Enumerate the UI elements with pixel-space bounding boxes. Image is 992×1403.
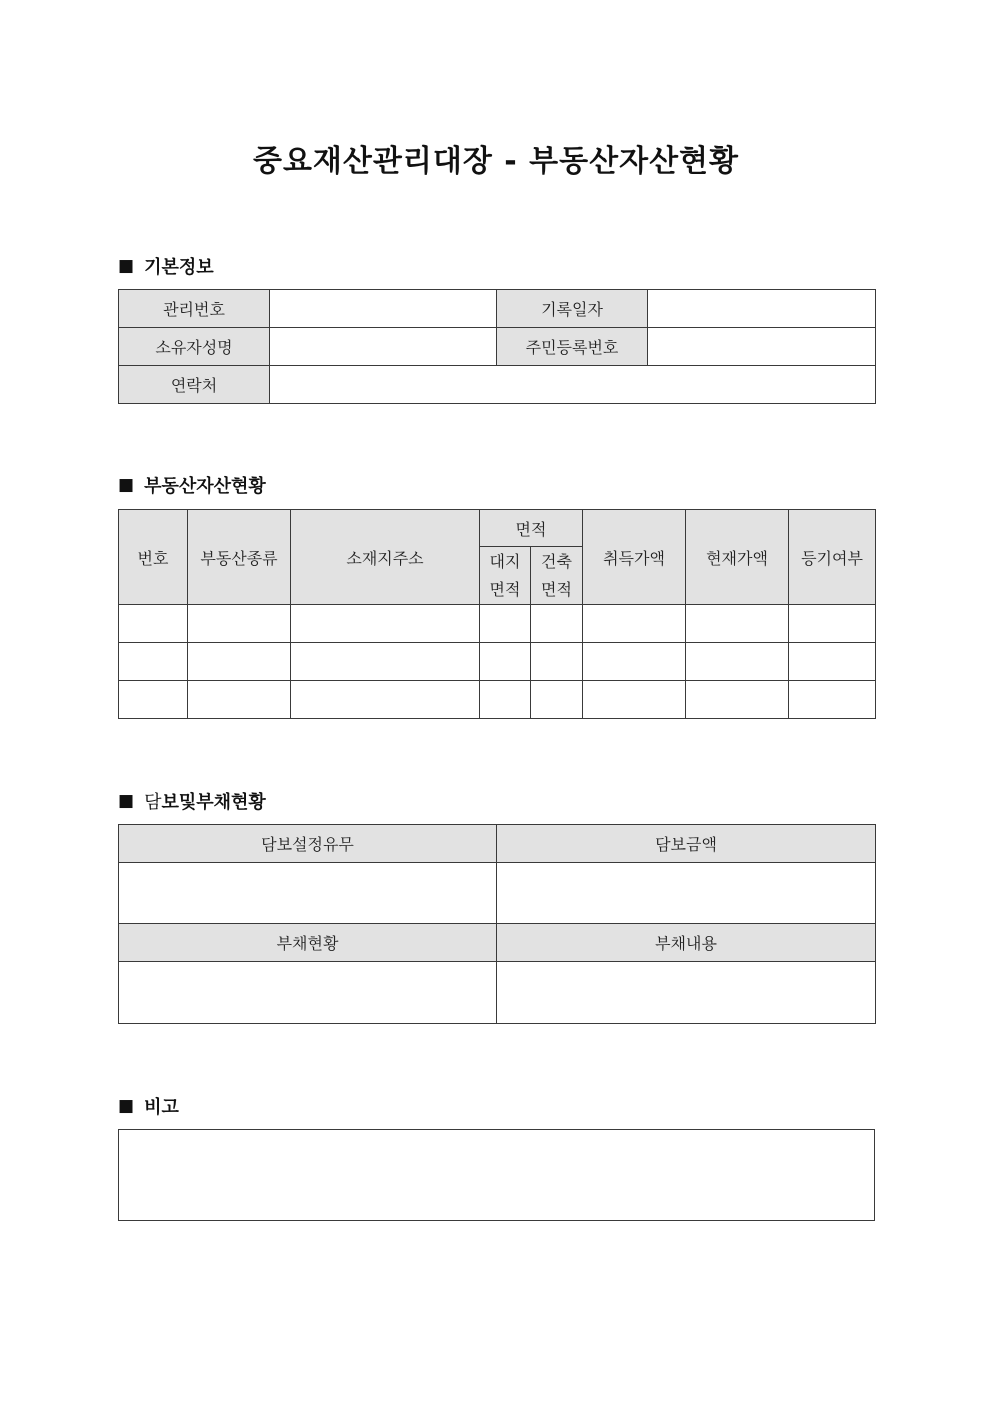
cell-cur-price[interactable] bbox=[686, 605, 789, 643]
cell-no[interactable] bbox=[119, 605, 188, 643]
header-registered: 등기여부 bbox=[789, 510, 876, 605]
cell-acq-price[interactable] bbox=[583, 605, 686, 643]
section-title-realestate: 부동산자산현황 bbox=[144, 476, 266, 497]
cell-land-area[interactable] bbox=[480, 605, 531, 643]
header-area: 면적 bbox=[480, 510, 583, 547]
cell-address[interactable] bbox=[291, 643, 480, 681]
field-debt-status[interactable] bbox=[119, 962, 497, 1024]
cell-cur-price[interactable] bbox=[686, 681, 789, 719]
page-title: 중요재산관리대장 - 부동산자산현황 bbox=[252, 144, 740, 179]
label-contact: 연락처 bbox=[119, 366, 270, 404]
square-bullet-icon: ■ bbox=[118, 256, 135, 276]
cell-acq-price[interactable] bbox=[583, 681, 686, 719]
header-land-area-line2: 면적 bbox=[489, 579, 521, 599]
section-heading-collateral bbox=[118, 788, 266, 814]
field-resident-no[interactable] bbox=[648, 328, 876, 366]
header-land-area bbox=[480, 547, 531, 605]
header-debt-status: 부채현황 bbox=[119, 924, 497, 962]
field-owner-name[interactable] bbox=[270, 328, 497, 366]
header-acq-price: 취득가액 bbox=[583, 510, 686, 605]
header-no: 번호 bbox=[119, 510, 188, 605]
cell-bldg-area[interactable] bbox=[531, 681, 583, 719]
cell-land-area[interactable] bbox=[480, 643, 531, 681]
header-debt-detail: 부채내용 bbox=[497, 924, 876, 962]
field-collateral-set[interactable] bbox=[119, 863, 497, 924]
cell-registered[interactable] bbox=[789, 605, 876, 643]
header-collateral-amount: 담보금액 bbox=[497, 825, 876, 863]
cell-cur-price[interactable] bbox=[686, 643, 789, 681]
label-record-date: 기록일자 bbox=[497, 290, 648, 328]
cell-no[interactable] bbox=[119, 643, 188, 681]
section-heading-remarks bbox=[118, 1093, 179, 1119]
header-cur-price: 현재가액 bbox=[686, 510, 789, 605]
square-bullet-icon: ■ bbox=[118, 1096, 135, 1116]
section-title-remarks: 비고 bbox=[144, 1097, 179, 1118]
label-mgmt-no: 관리번호 bbox=[119, 290, 270, 328]
cell-bldg-area[interactable] bbox=[531, 605, 583, 643]
cell-type[interactable] bbox=[188, 643, 291, 681]
header-address: 소재지주소 bbox=[291, 510, 480, 605]
label-owner-name: 소유자성명 bbox=[119, 328, 270, 366]
cell-land-area[interactable] bbox=[480, 681, 531, 719]
table-row bbox=[119, 605, 876, 643]
header-land-area-line1: 대지 bbox=[489, 551, 521, 571]
remarks-table bbox=[118, 1129, 875, 1221]
collateral-table bbox=[118, 824, 876, 1024]
square-bullet-icon: ■ bbox=[118, 791, 135, 811]
cell-type[interactable] bbox=[188, 605, 291, 643]
table-row bbox=[119, 643, 876, 681]
cell-no[interactable] bbox=[119, 681, 188, 719]
field-remarks[interactable] bbox=[119, 1130, 875, 1221]
cell-registered[interactable] bbox=[789, 643, 876, 681]
cell-address[interactable] bbox=[291, 605, 480, 643]
label-resident-no: 주민등록번호 bbox=[497, 328, 648, 366]
header-collateral-set: 담보설정유무 bbox=[119, 825, 497, 863]
header-bldg-area bbox=[531, 547, 583, 605]
section-title-collateral: 보및부채현황 bbox=[161, 792, 266, 813]
section-title-collateral-prefix: 담 bbox=[144, 792, 162, 813]
field-contact[interactable] bbox=[270, 366, 876, 404]
field-mgmt-no[interactable] bbox=[270, 290, 497, 328]
cell-registered[interactable] bbox=[789, 681, 876, 719]
field-collateral-amount[interactable] bbox=[497, 863, 876, 924]
header-type: 부동산종류 bbox=[188, 510, 291, 605]
cell-acq-price[interactable] bbox=[583, 643, 686, 681]
field-debt-detail[interactable] bbox=[497, 962, 876, 1024]
field-record-date[interactable] bbox=[648, 290, 876, 328]
section-heading-realestate bbox=[118, 472, 266, 498]
cell-address[interactable] bbox=[291, 681, 480, 719]
cell-type[interactable] bbox=[188, 681, 291, 719]
header-bldg-area-line2: 면적 bbox=[541, 579, 572, 599]
table-row bbox=[119, 681, 876, 719]
cell-bldg-area[interactable] bbox=[531, 643, 583, 681]
header-bldg-area-line1: 건축 bbox=[541, 551, 572, 571]
basic-info-table bbox=[118, 289, 876, 404]
realestate-table bbox=[118, 509, 876, 719]
section-title-basic: 기본정보 bbox=[144, 257, 214, 278]
square-bullet-icon: ■ bbox=[118, 475, 135, 495]
section-heading-basic bbox=[118, 253, 214, 279]
